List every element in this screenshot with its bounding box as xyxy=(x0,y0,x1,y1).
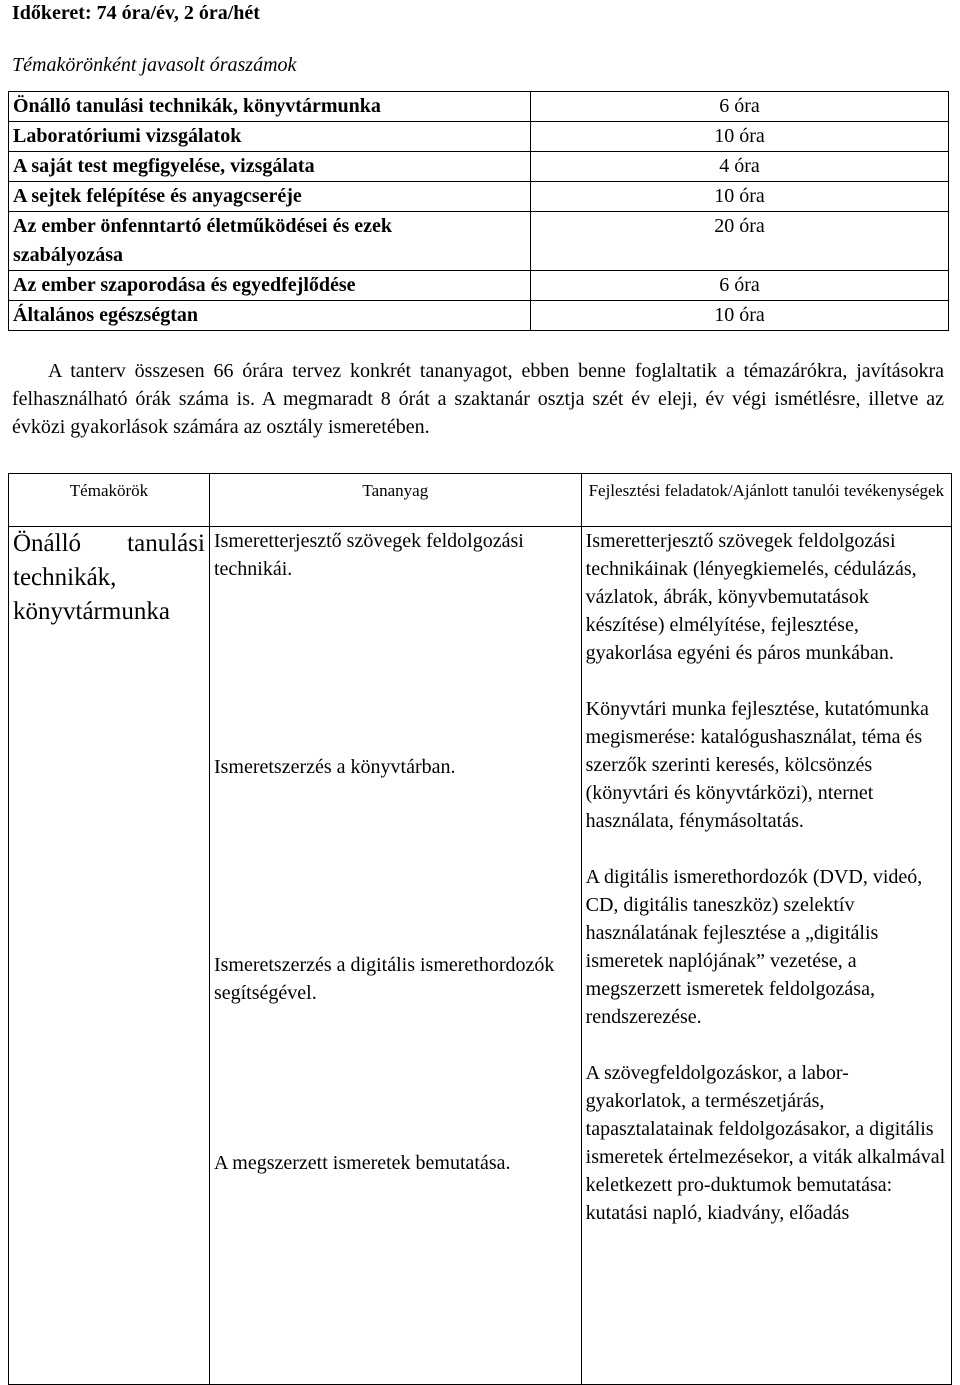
table-row xyxy=(9,212,949,271)
column-header-topics: Témakörök xyxy=(9,474,210,527)
topic-hours: 10 óra xyxy=(531,182,949,212)
development-item: A digitális ismerethordozók (DVD, videó, CD, digitális taneszköz) szelektív használatának fejlesztése a „digitális ismeretek naplójának” vezetése, a megszerzett ismeretek feldolgozása, rendszerezése. xyxy=(585,866,923,1028)
table-row xyxy=(9,271,949,301)
topic-name: Az ember önfenntartó életműködései és ezek szabályozása xyxy=(9,212,531,271)
material-item: Ismeretszerzés a könyvtárban. xyxy=(213,756,456,778)
topic-name: Általános egészségtan xyxy=(9,301,531,331)
development-item: A szövegfeldolgozáskor, a labor-gyakorlatok, a természetjárás, tapasztalatainak feldolgozásakor, a digitális ismeretek értelmezésekor, a viták alkalmával keletkezett pro-duktumok bemutatása: kutatási napló, kiadvány, előadás xyxy=(585,1062,946,1224)
topic-name: Laboratóriumi vizsgálatok xyxy=(9,122,531,152)
material-cell xyxy=(209,527,581,1385)
topic-hours: 6 óra xyxy=(531,92,949,122)
topic-hours: 4 óra xyxy=(531,152,949,182)
table-row xyxy=(9,182,949,212)
material-item: Ismeretszerzés a digitális ismerethordozók segítségével. xyxy=(213,954,555,1004)
column-header-material: Tananyag xyxy=(209,474,581,527)
development-item: Könyvtári munka fejlesztése, kutatómunka megismerése: katalógushasználat, téma és szerzők szerinti keresés, kölcsönzés (könyvtári és könyvtárközi), nternet használata, fénymásoltatás. xyxy=(585,698,929,832)
table-row xyxy=(9,152,949,182)
table-row xyxy=(9,122,949,152)
curriculum-summary-paragraph: A tanterv összesen 66 órára tervez konkrét tananyagot, ebben benne foglaltatik a témazárókra, javításokra felhasználható órák száma is. A megmaradt 8 órát a szaktanár osztja szét év eleji, év végi ismétlésre, illetve az évközi gyakorlások számára az osztály ismeretében. xyxy=(12,360,944,438)
table-row xyxy=(9,301,949,331)
topic-name: Az ember szaporodása és egyedfejlődése xyxy=(9,271,531,301)
development-item: Ismeretterjesztő szövegek feldolgozási technikáinak (lényegkiemelés, cédulázás, vázlatok, ábrák, könyvbemutatások készítése) elmélyítése, fejlesztése, gyakorlása egyéni és páros munkában. xyxy=(585,530,917,664)
development-cell xyxy=(581,527,951,1385)
material-item: A megszerzett ismeretek bemutatása. xyxy=(213,1152,511,1174)
table-row xyxy=(9,92,949,122)
curriculum-table xyxy=(8,473,952,1385)
topic-name: Önálló tanulási technikák, könyvtármunka xyxy=(9,92,531,122)
topic-hours: 6 óra xyxy=(531,271,949,301)
table-row xyxy=(9,527,952,1385)
table-header-row xyxy=(9,474,952,527)
material-item: Ismeretterjesztő szövegek feldolgozási technikái. xyxy=(213,530,524,580)
topic-name: A sejtek felépítése és anyagcseréje xyxy=(9,182,531,212)
topic-name: A saját test megfigyelése, vizsgálata xyxy=(9,152,531,182)
topic-hours: 10 óra xyxy=(531,301,949,331)
topic-hours: 10 óra xyxy=(531,122,949,152)
topic-hours: 20 óra xyxy=(531,212,949,271)
topic-hours-subheading: Témakörönként javasolt óraszámok xyxy=(12,54,297,76)
topic-cell: Önálló tanulási technikák, könyvtármunka xyxy=(9,527,210,1385)
column-header-development: Fejlesztési feladatok/Ajánlott tanulói tevékenységek xyxy=(581,474,951,527)
time-frame-heading: Időkeret: 74 óra/év, 2 óra/hét xyxy=(12,2,260,24)
topic-hours-table xyxy=(8,91,949,331)
